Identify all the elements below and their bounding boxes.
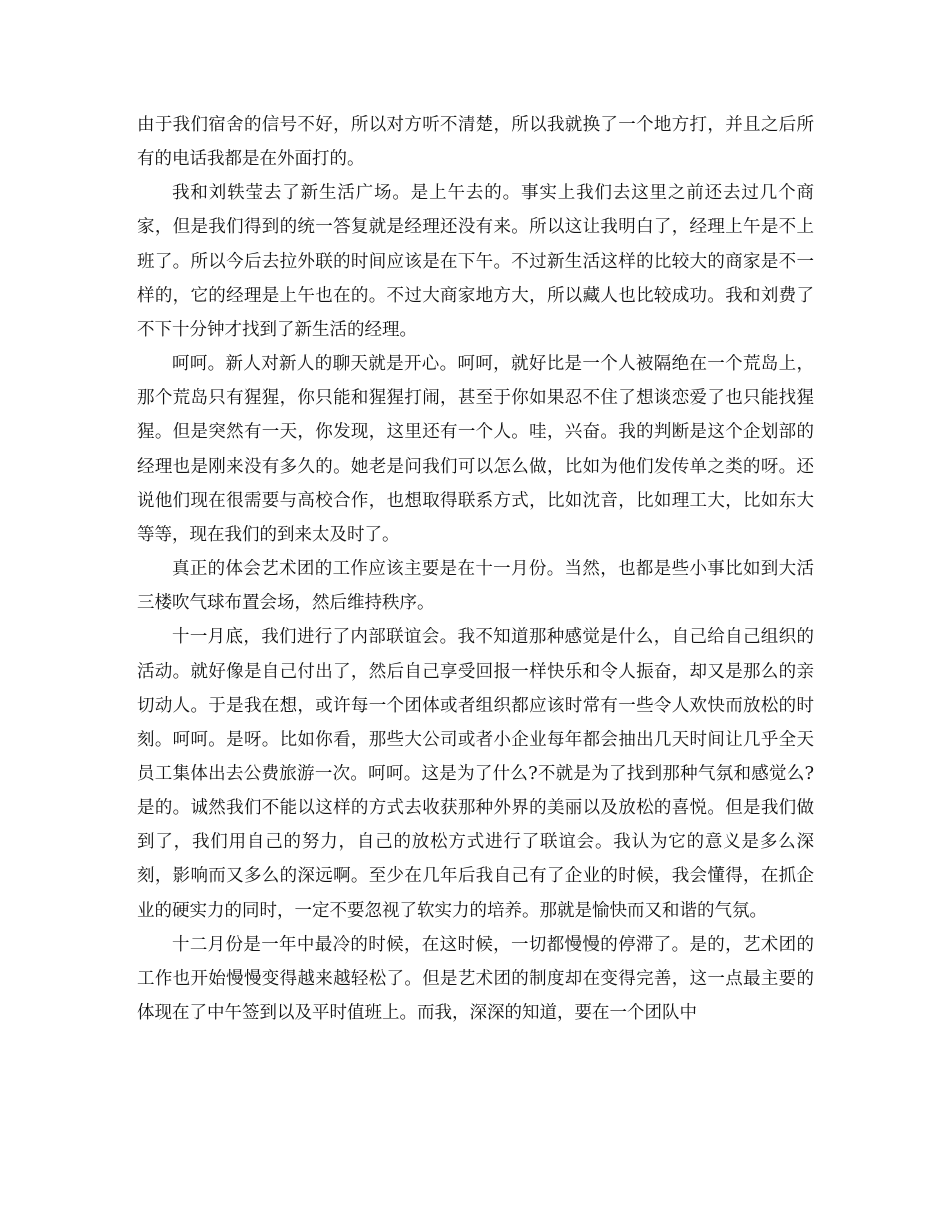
paragraph-2: 我和刘轶莹去了新生活广场。是上午去的。事实上我们去这里之前还去过几个商家，但是我们得到的统一答复就是经理还没有来。所以这让我明白了，经理上午是不上班了。所以今后去拉外联的时间应该是在下午。不过新生活这样的比较大的商家是不一样的，它的经理是上午也在的。不过大商家地方大，所以藏人也比较成功。我和刘费了不下十分钟才找到了新生活的经理。	[137, 183, 814, 340]
paragraph-5: 十一月底，我们进行了内部联谊会。我不知道那种感觉是什么，自己给自己组织的活动。就好像是自己付出了，然后自己享受回报一样快乐和令人振奋，却又是那么的亲切动人。于是我在想，或许每一个团体或者组织都应该时常有一些令人欢快而放松的时刻。呵呵。是呀。比如你看，那些大公司或者小企业每年都会抽出几天时间让几乎全天员工集体出去公费旅游一次。呵呵。这是为了什么?不就是为了找到那种气氛和感觉么?是的。诚然我们不能以这样的方式去收获那种外界的美丽以及放松的喜悦。但是我们做到了，我们用自己的努力，自己的放松方式进行了联谊会。我认为它的意义是多么深刻，影响而又多么的深远啊。至少在几年后我自己有了企业的时候，我会懂得，在抓企业的硬实力的同时，一定不要忽视了软实力的培养。那就是愉快而又和谐的气氛。	[137, 627, 814, 921]
paragraph-3: 呵呵。新人对新人的聊天就是开心。呵呵，就好比是一个人被隔绝在一个荒岛上，那个荒岛只有猩猩，你只能和猩猩打闹，甚至于你如果忍不住了想谈恋爱了也只能找猩猩。但是突然有一天，你发现，这里还有一个人。哇，兴奋。我的判断是这个企划部的经理也是刚来没有多久的。她老是问我们可以怎么做，比如为他们发传单之类的呀。还说他们现在很需要与高校合作，也想取得联系方式，比如沈音，比如理工大，比如东大等等，现在我们的到来太及时了。	[137, 354, 814, 545]
document-page	[137, 108, 814, 1030]
paragraph-6: 十二月份是一年中最冷的时候，在这时候，一切都慢慢的停滞了。是的，艺术团的工作也开始慢慢变得越来越轻松了。但是艺术团的制度却在变得完善，这一点最主要的体现在了中午签到以及平时值班上。而我，深深的知道，要在一个团队中	[137, 934, 814, 1024]
paragraph-1: 由于我们宿舍的信号不好，所以对方听不清楚，所以我就换了一个地方打，并且之后所有的电话我都是在外面打的。	[137, 115, 814, 170]
paragraph-4: 真正的体会艺术团的工作应该主要是在十一月份。当然，也都是些小事比如到大活三楼吹气球布置会场，然后维持秩序。	[137, 559, 814, 614]
